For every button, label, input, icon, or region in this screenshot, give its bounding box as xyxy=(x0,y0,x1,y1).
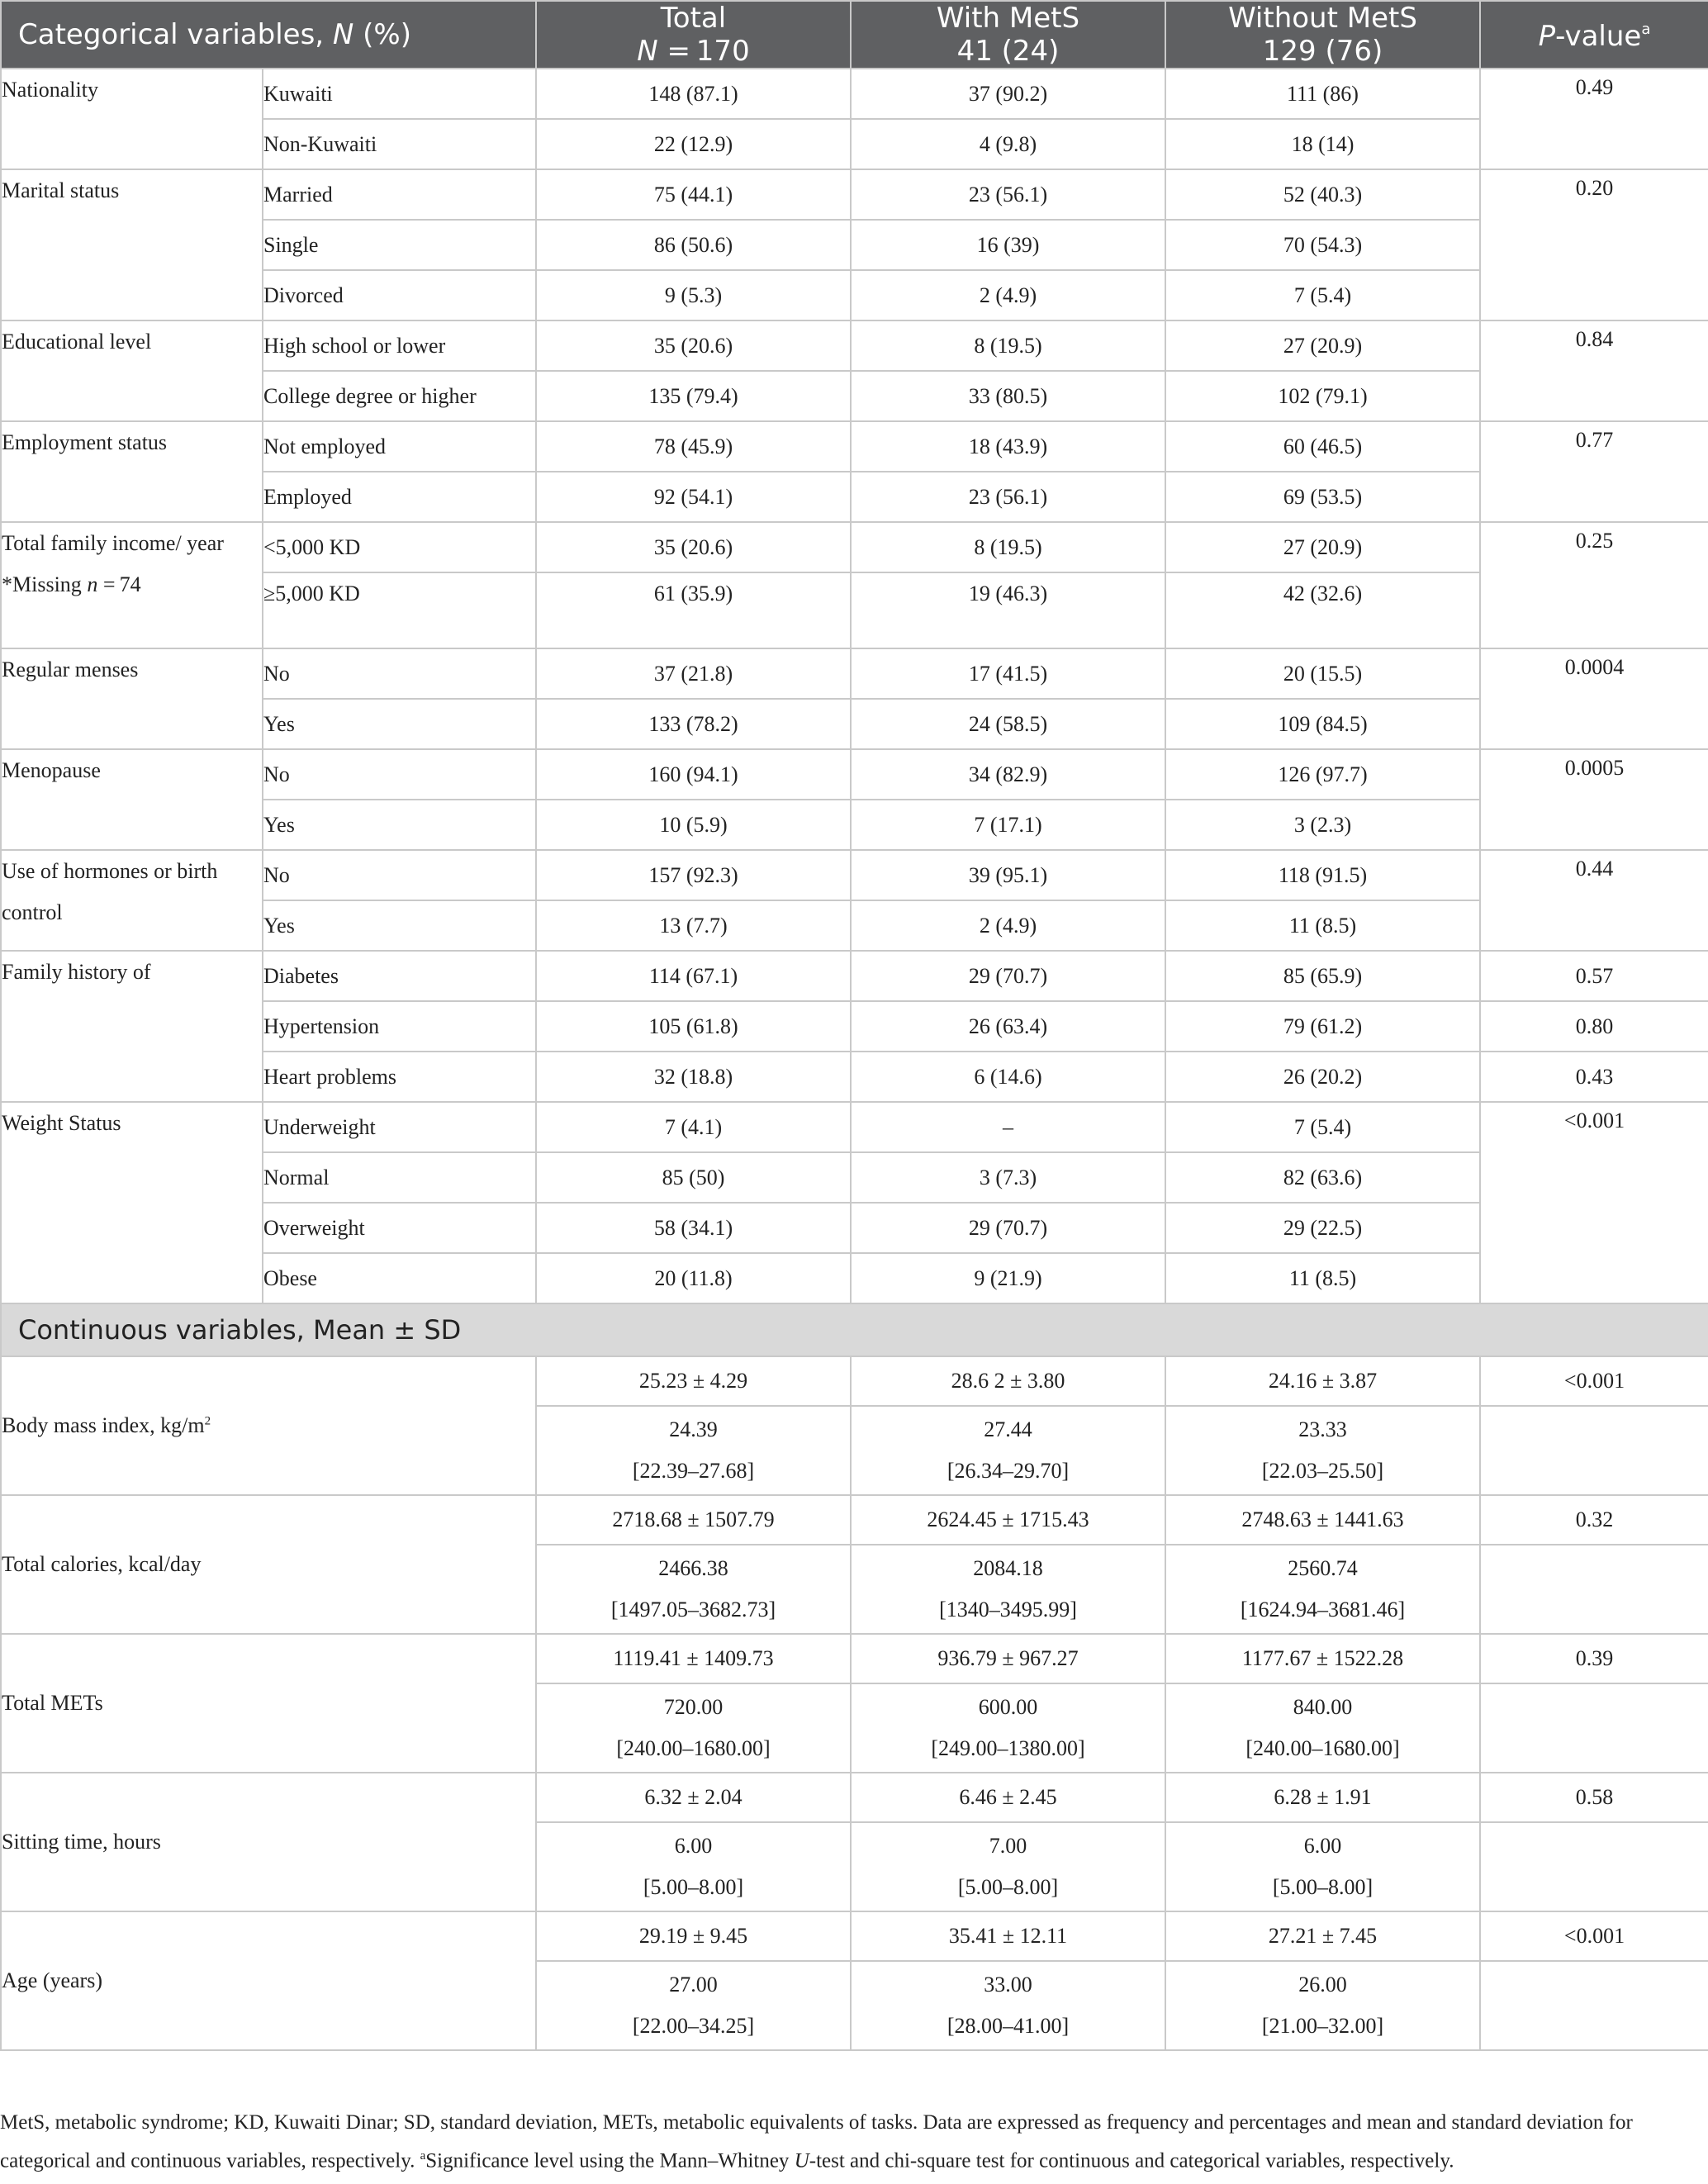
median-mets-cell: 600.00 [249.00–1380.00] xyxy=(851,1683,1165,1773)
total-cell: 35 (20.6) xyxy=(536,320,851,371)
nomets-cell: 11 (8.5) xyxy=(1165,1253,1480,1303)
mean-total-cell: 6.32 ± 2.04 xyxy=(536,1773,851,1822)
median-mets-cell: 7.00 [5.00–8.00] xyxy=(851,1822,1165,1911)
p-value-cell: 0.0004 xyxy=(1480,648,1708,749)
total-cell: 85 (50) xyxy=(536,1152,851,1203)
header-without-mets: Without MetS 129 (76) xyxy=(1165,1,1480,69)
table-row xyxy=(1,749,1708,800)
mets-cell: 37 (90.2) xyxy=(851,69,1165,119)
variable-name: Regular menses xyxy=(1,648,263,749)
level-label: Diabetes xyxy=(263,951,536,1001)
table-footnote: MetS, metabolic syndrome; KD, Kuwaiti Dinar; SD, standard deviation, METs, metabolic equivalents of tasks. Data are expressed as frequency and percentages and mean and standard deviation for categorical and continuous variables, respectively. $^a$Significance level using the Mann–Whitney U-test and chi-square test for continuous and categorical variables, respectively. xyxy=(0,2111,1633,2172)
median-total-cell: 27.00 [22.00–34.25] xyxy=(536,1961,851,2050)
nomets-cell: 102 (79.1) xyxy=(1165,371,1480,421)
level-label: No xyxy=(263,850,536,900)
mean-total-cell: 2718.68 ± 1507.79 xyxy=(536,1495,851,1545)
level-label: ≥5,000 KD xyxy=(263,572,536,648)
total-cell: 135 (79.4) xyxy=(536,371,851,421)
variable-name: Age (years) xyxy=(1,1911,536,2050)
mets-cell: – xyxy=(851,1102,1165,1152)
mets-cell: 2 (4.9) xyxy=(851,900,1165,951)
total-cell: 32 (18.8) xyxy=(536,1052,851,1102)
p-value-cell: 0.39 xyxy=(1480,1634,1708,1683)
mean-mets-cell: 2624.45 ± 1715.43 xyxy=(851,1495,1165,1545)
mets-cell: 19 (46.3) xyxy=(851,572,1165,648)
total-cell: 7 (4.1) xyxy=(536,1102,851,1152)
mets-cell: 18 (43.9) xyxy=(851,421,1165,472)
p-value-cell: 0.77 xyxy=(1480,421,1708,522)
level-label: Heart problems xyxy=(263,1052,536,1102)
variable-name: Total calories, kcal/day xyxy=(1,1495,536,1634)
level-label: Normal xyxy=(263,1152,536,1203)
level-label: Kuwaiti xyxy=(263,69,536,119)
nomets-cell: 27 (20.9) xyxy=(1165,320,1480,371)
variable-name: Educational level xyxy=(1,320,263,421)
header-total: Total N = 170 xyxy=(536,1,851,69)
p-value-cell: 0.43 xyxy=(1480,1052,1708,1102)
level-label: Not employed xyxy=(263,421,536,472)
variable-name: Body mass index, $kg/m^2$ xyxy=(1,1356,536,1495)
total-cell: 37 (21.8) xyxy=(536,648,851,699)
empty-cell xyxy=(1480,1683,1708,1773)
variable-name: Total family income/ year *Missing n = 74 xyxy=(1,522,263,648)
median-mets-cell: 27.44 [26.34–29.70] xyxy=(851,1406,1165,1495)
mean-nomets-cell: 1177.67 ± 1522.28 xyxy=(1165,1634,1480,1683)
variable-name: Nationality xyxy=(1,69,263,169)
empty-cell xyxy=(1480,1822,1708,1911)
level-label: Yes xyxy=(263,800,536,850)
mets-cell: 34 (82.9) xyxy=(851,749,1165,800)
nomets-cell: 111 (86) xyxy=(1165,69,1480,119)
p-value-cell: 0.58 xyxy=(1480,1773,1708,1822)
mets-cell: 29 (70.7) xyxy=(851,1203,1165,1253)
mets-cell: 4 (9.8) xyxy=(851,119,1165,169)
median-nomets-cell: 23.33 [22.03–25.50] xyxy=(1165,1406,1480,1495)
table-row xyxy=(1,421,1708,472)
mean-mets-cell: 28.6 2 ± 3.80 xyxy=(851,1356,1165,1406)
table-row xyxy=(1,850,1708,900)
total-cell: 58 (34.1) xyxy=(536,1203,851,1253)
mets-cell: 8 (19.5) xyxy=(851,522,1165,572)
total-cell: 86 (50.6) xyxy=(536,220,851,270)
mean-nomets-cell: 2748.63 ± 1441.63 xyxy=(1165,1495,1480,1545)
variable-name: Menopause xyxy=(1,749,263,850)
level-label: College degree or higher xyxy=(263,371,536,421)
total-cell: 160 (94.1) xyxy=(536,749,851,800)
total-cell: 133 (78.2) xyxy=(536,699,851,749)
header-categorical: Categorical variables, N (%) xyxy=(1,1,536,69)
level-label: Overweight xyxy=(263,1203,536,1253)
mean-nomets-cell: 27.21 ± 7.45 xyxy=(1165,1911,1480,1961)
mean-total-cell: 1119.41 ± 1409.73 xyxy=(536,1634,851,1683)
level-label: Yes xyxy=(263,699,536,749)
empty-cell xyxy=(1480,1406,1708,1495)
nomets-cell: 118 (91.5) xyxy=(1165,850,1480,900)
p-value-cell: 0.0005 xyxy=(1480,749,1708,850)
mets-cell: 29 (70.7) xyxy=(851,951,1165,1001)
mets-cell: 8 (19.5) xyxy=(851,320,1165,371)
nomets-cell: 18 (14) xyxy=(1165,119,1480,169)
p-value-cell: 0.57 xyxy=(1480,951,1708,1001)
p-value-cell: <0.001 xyxy=(1480,1102,1708,1303)
table-row xyxy=(1,522,1708,572)
total-cell: 13 (7.7) xyxy=(536,900,851,951)
median-total-cell: 2466.38 [1497.05–3682.73] xyxy=(536,1545,851,1634)
p-value-cell: <0.001 xyxy=(1480,1356,1708,1406)
variable-name: Use of hormones or birth control xyxy=(1,850,263,951)
mets-cell: 39 (95.1) xyxy=(851,850,1165,900)
mean-total-cell: 25.23 ± 4.29 xyxy=(536,1356,851,1406)
table-row xyxy=(1,169,1708,220)
header-with-mets: With MetS 41 (24) xyxy=(851,1,1165,69)
categorical-body xyxy=(1,69,1708,2050)
level-label: No xyxy=(263,749,536,800)
total-cell: 92 (54.1) xyxy=(536,472,851,522)
level-label: Underweight xyxy=(263,1102,536,1152)
level-label: Single xyxy=(263,220,536,270)
level-label: Married xyxy=(263,169,536,220)
mets-cell: 23 (56.1) xyxy=(851,169,1165,220)
median-total-cell: 720.00 [240.00–1680.00] xyxy=(536,1683,851,1773)
p-value-cell: 0.84 xyxy=(1480,320,1708,421)
total-cell: 114 (67.1) xyxy=(536,951,851,1001)
nomets-cell: 3 (2.3) xyxy=(1165,800,1480,850)
variable-name: Family history of xyxy=(1,951,263,1102)
level-label: High school or lower xyxy=(263,320,536,371)
level-label: Non-Kuwaiti xyxy=(263,119,536,169)
median-nomets-cell: 840.00 [240.00–1680.00] xyxy=(1165,1683,1480,1773)
level-label: Hypertension xyxy=(263,1001,536,1052)
median-nomets-cell: 26.00 [21.00–32.00] xyxy=(1165,1961,1480,2050)
mean-nomets-cell: 6.28 ± 1.91 xyxy=(1165,1773,1480,1822)
median-total-cell: 24.39 [22.39–27.68] xyxy=(536,1406,851,1495)
level-label: Obese xyxy=(263,1253,536,1303)
median-total-cell: 6.00 [5.00–8.00] xyxy=(536,1822,851,1911)
total-cell: 105 (61.8) xyxy=(536,1001,851,1052)
empty-cell xyxy=(1480,1961,1708,2050)
p-value-cell: 0.20 xyxy=(1480,169,1708,320)
level-label: <5,000 KD xyxy=(263,522,536,572)
mets-cell: 33 (80.5) xyxy=(851,371,1165,421)
nomets-cell: 27 (20.9) xyxy=(1165,522,1480,572)
mets-cell: 2 (4.9) xyxy=(851,270,1165,320)
median-nomets-cell: 2560.74 [1624.94–3681.46] xyxy=(1165,1545,1480,1634)
level-label: Employed xyxy=(263,472,536,522)
table-row xyxy=(1,1634,1708,1683)
table-row xyxy=(1,1773,1708,1822)
header-p-value: P-value$^a$ xyxy=(1480,1,1708,69)
nomets-cell: 70 (54.3) xyxy=(1165,220,1480,270)
nomets-cell: 11 (8.5) xyxy=(1165,900,1480,951)
nomets-cell: 126 (97.7) xyxy=(1165,749,1480,800)
mets-cell: 16 (39) xyxy=(851,220,1165,270)
median-mets-cell: 2084.18 [1340–3495.99] xyxy=(851,1545,1165,1634)
continuous-section-title: Continuous variables, Mean ± SD xyxy=(1,1303,1708,1356)
nomets-cell: 29 (22.5) xyxy=(1165,1203,1480,1253)
nomets-cell: 26 (20.2) xyxy=(1165,1052,1480,1102)
level-label: No xyxy=(263,648,536,699)
nomets-cell: 20 (15.5) xyxy=(1165,648,1480,699)
mean-mets-cell: 936.79 ± 967.27 xyxy=(851,1634,1165,1683)
empty-cell xyxy=(1480,1545,1708,1634)
variable-name: Sitting time, hours xyxy=(1,1773,536,1911)
p-value-cell: 0.80 xyxy=(1480,1001,1708,1052)
p-value-cell: 0.49 xyxy=(1480,69,1708,169)
variable-name: Weight Status xyxy=(1,1102,263,1303)
mets-cell: 6 (14.6) xyxy=(851,1052,1165,1102)
mets-cell: 24 (58.5) xyxy=(851,699,1165,749)
nomets-cell: 69 (53.5) xyxy=(1165,472,1480,522)
table-row xyxy=(1,951,1708,1001)
nomets-cell: 52 (40.3) xyxy=(1165,169,1480,220)
p-value-cell: 0.25 xyxy=(1480,522,1708,648)
total-cell: 22 (12.9) xyxy=(536,119,851,169)
nomets-cell: 60 (46.5) xyxy=(1165,421,1480,472)
mean-nomets-cell: 24.16 ± 3.87 xyxy=(1165,1356,1480,1406)
table-row xyxy=(1,320,1708,371)
nomets-cell: 79 (61.2) xyxy=(1165,1001,1480,1052)
table-row xyxy=(1,648,1708,699)
nomets-cell: 82 (63.6) xyxy=(1165,1152,1480,1203)
nomets-cell: 42 (32.6) xyxy=(1165,572,1480,648)
nomets-cell: 85 (65.9) xyxy=(1165,951,1480,1001)
p-value-cell: 0.44 xyxy=(1480,850,1708,951)
table-row xyxy=(1,1356,1708,1406)
total-cell: 61 (35.9) xyxy=(536,572,851,648)
table-header xyxy=(1,1,1708,69)
mean-total-cell: 29.19 ± 9.45 xyxy=(536,1911,851,1961)
table-row xyxy=(1,1911,1708,1961)
mean-mets-cell: 35.41 ± 12.11 xyxy=(851,1911,1165,1961)
section-header-row xyxy=(1,1303,1708,1356)
total-cell: 10 (5.9) xyxy=(536,800,851,850)
missing-note: *Missing n = 74 xyxy=(2,572,141,596)
level-label: Divorced xyxy=(263,270,536,320)
variable-name: Marital status xyxy=(1,169,263,320)
total-cell: 20 (11.8) xyxy=(536,1253,851,1303)
mean-mets-cell: 6.46 ± 2.45 xyxy=(851,1773,1165,1822)
variable-name: Total METs xyxy=(1,1634,536,1773)
table-row xyxy=(1,69,1708,119)
total-cell: 75 (44.1) xyxy=(536,169,851,220)
median-mets-cell: 33.00 [28.00–41.00] xyxy=(851,1961,1165,2050)
total-cell: 157 (92.3) xyxy=(536,850,851,900)
level-label: Yes xyxy=(263,900,536,951)
table-row xyxy=(1,1102,1708,1152)
p-value-cell: <0.001 xyxy=(1480,1911,1708,1961)
nomets-cell: 7 (5.4) xyxy=(1165,270,1480,320)
total-cell: 148 (87.1) xyxy=(536,69,851,119)
mets-cell: 26 (63.4) xyxy=(851,1001,1165,1052)
median-nomets-cell: 6.00 [5.00–8.00] xyxy=(1165,1822,1480,1911)
table-row xyxy=(1,1495,1708,1545)
total-cell: 35 (20.6) xyxy=(536,522,851,572)
total-cell: 9 (5.3) xyxy=(536,270,851,320)
p-value-cell: 0.32 xyxy=(1480,1495,1708,1545)
nomets-cell: 7 (5.4) xyxy=(1165,1102,1480,1152)
variable-name: Employment status xyxy=(1,421,263,522)
mets-cell: 17 (41.5) xyxy=(851,648,1165,699)
mets-cell: 23 (56.1) xyxy=(851,472,1165,522)
nomets-cell: 109 (84.5) xyxy=(1165,699,1480,749)
mets-cell: 7 (17.1) xyxy=(851,800,1165,850)
mets-cell: 9 (21.9) xyxy=(851,1253,1165,1303)
total-cell: 78 (45.9) xyxy=(536,421,851,472)
mets-cell: 3 (7.3) xyxy=(851,1152,1165,1203)
